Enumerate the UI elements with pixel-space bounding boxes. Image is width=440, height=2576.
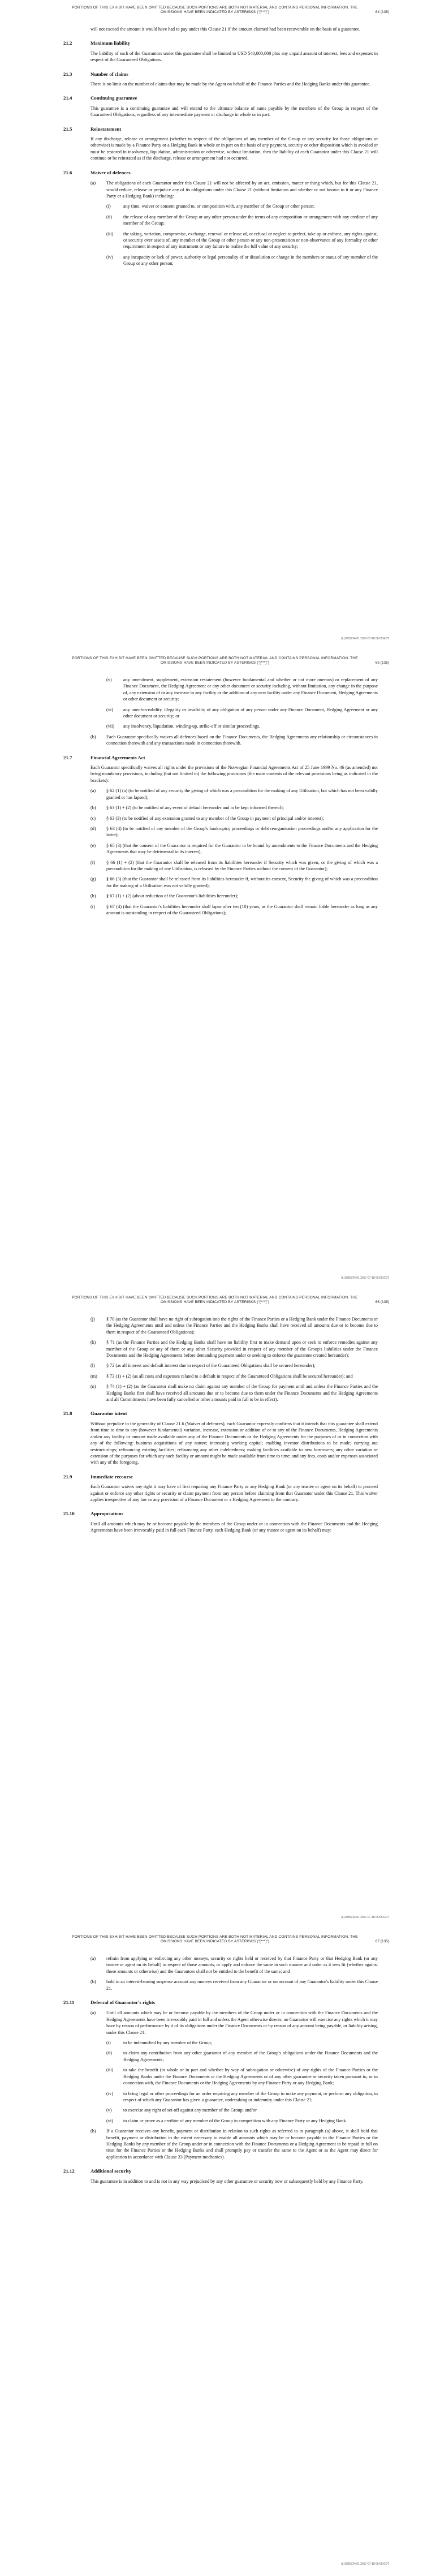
page-body: [63, 1955, 378, 2184]
paragraph: The liability of each of the Guarantors under this guarantee shall be limited to USD 540,000,000 plus any unpaid amount of interest, fees and expenses in respect of the Guaranteed Obligations.: [90, 50, 378, 63]
document-page: [0, 1290, 440, 1929]
document-page: [0, 0, 440, 651]
section-title: Continuing guarantee: [90, 95, 137, 101]
list-item: [90, 876, 378, 889]
section-heading: [63, 755, 378, 761]
item-label: (j): [90, 1317, 95, 1322]
list-item: [90, 1373, 378, 1379]
item-label: (vi): [106, 2118, 113, 2123]
section-title: Number of claims: [90, 71, 128, 77]
item-label: (v): [106, 2108, 112, 2113]
list-item: [90, 805, 378, 811]
section-number: 21.9: [63, 1473, 72, 1480]
item-label: (b): [90, 1979, 96, 1985]
paragraph: There is no limit on the number of claims that may be made by the Agent on behalf of the Finance Parties and the Hedging Banks under this guarantee.: [90, 81, 370, 87]
section-title: Financial Agreements Act: [90, 754, 145, 760]
document-page: [0, 651, 440, 1290]
item-label: (a): [90, 1956, 96, 1961]
item-text: § 63 (1) + (2) (to be notified of any event of default hereunder and to be kept informed thereof);: [106, 805, 284, 811]
confidentiality-header: PORTIONS OF THIS EXHIBIT HAVE BEEN OMITTED BECAUSE SUCH PORTIONS ARE BOTH NOT MATERIAL AND CONTAINS PERSONAL INFORMATION. THE OMISSIONS HAVE BEEN INDICATED BY ASTERISKS ("[***]"): [72, 1296, 358, 1304]
item-text: to claim any contribution from any other guarantor of any member of the Group's obligations under the Finance Documents and the Hedging Agreements;: [123, 2050, 378, 2062]
list-item: [90, 1339, 378, 1358]
sub-list-item: [106, 214, 378, 227]
item-text: § 67 (4) (that the Guarantor's liabilities hereunder shall lapse after ten (10) years, as the Guarantor shall remain liable hereunder as long as any amount is outstanding in respect of the Guaranteed Obligations);: [106, 904, 378, 915]
list-item: [90, 788, 378, 801]
item-label: (i): [106, 2040, 111, 2046]
list-item: [90, 1383, 378, 1403]
item-label: (c): [90, 815, 96, 821]
section-number: 21.6: [63, 169, 72, 175]
item-text: hold in an interest-bearing suspense account any moneys received from any Guarantor or on account of any Guarantor's liability under this Clause 21.: [106, 1979, 378, 1991]
list-item: [90, 815, 378, 822]
section-heading: [63, 1410, 378, 1417]
item-text: The obligations of each Guarantor under this Clause 21 will not be affected by an act, omission, matter or thing which, but for this Clause 21, would reduce, release or prejudice any of its obligations under this Clause 21 (without limitation and whether or not known to it or any Finance Party or a Hedging Bank) including:: [106, 180, 378, 199]
paragraph: will not exceed the amount it would have had to pay under this Clause 21 if the amount claimed had been recoverable on the basis of a guarantee.: [90, 27, 360, 32]
confidentiality-header: PORTIONS OF THIS EXHIBIT HAVE BEEN OMITTED BECAUSE SUCH PORTIONS ARE BOTH NOT MATERIAL AND CONTAINS PERSONAL INFORMATION. THE OMISSIONS HAVE BEEN INDICATED BY ASTERISKS ("[***]"): [72, 656, 358, 665]
item-text: the release of any member of the Group or any other person under the terms of any composition or arrangement with any creditor of any member of the Group;: [123, 214, 378, 226]
list-item: [90, 859, 378, 872]
sub-list-item: [106, 677, 378, 703]
list-item: [90, 842, 378, 855]
item-text: § 71 (as the Finance Parties and the Hedging Banks shall have no liability first to make demand upon or seek to enforce remedies against any member of the Group or any of them or any other Security provided in respect of any member of the Group's liabilities under the Finance Documents and the Hedging Agreements before demanding payment under or seeking to enforce the guarantee created hereunder);: [106, 1340, 378, 1358]
sub-list-item: [106, 2107, 378, 2113]
list-item: [90, 1316, 378, 1335]
sub-list-item: [106, 2040, 378, 2046]
item-label: (d): [90, 825, 96, 831]
item-label: (b): [90, 805, 96, 811]
item-text: any unenforceability, illegality or invalidity of any obligation of any person under any Finance Document, Hedging Agreement or any other document or security; or: [123, 707, 378, 719]
item-text: § 65 (3) (that the consent of the Guarantor is required for the Guarantor to be bound by amendments to the Finance Documents and the Hedging Agreements that may be detrimental to its interest);: [106, 842, 378, 855]
item-text: refrain from applying or enforcing any other moneys, security or rights held or received by that Finance Party or that Hedging Bank (or any trustee or agent on its behalf) in respect of those amounts, or apply and enforce the same in such manner and order as it sees fit (whether against those amounts or otherwise) and the Guarantors shall not be entitled to the benefit of the same; and: [106, 1956, 378, 1974]
list-item: [90, 180, 378, 199]
confidentiality-header: PORTIONS OF THIS EXHIBIT HAVE BEEN OMITTED BECAUSE SUCH PORTIONS ARE BOTH NOT MATERIAL AND CONTAINS PERSONAL INFORMATION. THE OMISSIONS HAVE BEEN INDICATED BY ASTERISKS ("[***]"): [72, 1935, 358, 1943]
page-number: 66 (135): [375, 1300, 389, 1304]
list-item: [90, 1362, 378, 1369]
item-label: (m): [90, 1373, 97, 1379]
sub-list-item: [106, 254, 378, 267]
section-title: Guarantor intent: [90, 1410, 127, 1417]
item-label: (a): [90, 2010, 96, 2016]
item-text: § 63 (3) (to be notified of any extension granted to any member of the Group in payment of principal and/or interest);: [106, 815, 324, 821]
item-text: any time, waiver or consent granted to, or composition with, any member of the Group or other person;: [123, 204, 315, 209]
sub-list-item: [106, 707, 378, 720]
item-label: (v): [106, 677, 112, 682]
list-item: [90, 1955, 378, 1975]
page-number: 67 (135): [375, 1939, 389, 1943]
item-text: any amendment, supplement, extension restatement (however fundamental and whether or not more onerous) or replacement of any Finance Document, the Hedging Agreement or any other document or security including, without limitation, any change in the purpose of, any extension of or any increase in any facility or the addition of any new facility under any Finance Document, Hedging Agreements or other document or security;: [123, 677, 378, 702]
paragraph: Until all amounts which may be or become payable by the members of the Group under or in connection with the Finance Documents and the Hedging Agreements have been irrevocably paid in full each Finance Party, each Hedging Bank (or any trustee or agent on its behalf) may:: [90, 1521, 378, 1533]
item-label: (a): [90, 180, 96, 186]
list-item: [90, 1979, 378, 1992]
item-label: (h): [90, 893, 96, 899]
sub-list-item: [106, 231, 378, 250]
item-label: (l): [90, 1363, 95, 1369]
item-text: to bring legal or other proceedings for an order requiring any member of the Group to make any payment, or perform any obligation, in respect of which any Guarantor has given a guarantee, undertaking or indemnity under this Clause 21;: [123, 2091, 378, 2102]
item-text: to take the benefit (in whole or in part and whether by way of subrogation or otherwise) of any rights of the Finance Parties or the Hedging Banks under the Finance Documents or the Hedging Agreements or of any other guarantee or security taken pursuant to, or in connection with, the Finance Documents or the Hedging Agreements by any Finance Party or any Hedging Bank;: [123, 2067, 378, 2086]
item-text: Until all amounts which may be or become payable by the members of the Group under or in connection with the Finance Documents and the Hedging Agreements have been irrevocably paid in full and unless the Agent otherwise directs, no Guarantor will exercise any rights which it may have by reason of performance by it of its obligations under the Finance Documents or by reason of any amount being payable, or liability arising, under this Clause 21:: [106, 2010, 378, 2035]
item-text: § 70 (as the Guarantor shall have no right of subrogation into the rights of the Finance Parties or a Hedging Bank under the Finance Documents or the Hedging Agreements until and unless the Finance Parties and the Hedging Banks shall have received all amounts due or to become due to them in respect of the Guaranteed Obligations);: [106, 1317, 378, 1335]
sub-list-item: [106, 2118, 378, 2124]
item-label: (e): [90, 842, 96, 848]
section-title: Appropriations: [90, 1511, 124, 1517]
section-number: 21.7: [63, 754, 72, 760]
item-label: (b): [90, 734, 96, 739]
item-label: (g): [90, 876, 96, 882]
list-item: [90, 2128, 378, 2160]
item-text: to be indemnified by any member of the Group;: [123, 2040, 212, 2046]
item-text: to exercise any right of set-off against any member of the Group; and/or: [123, 2108, 257, 2113]
section-number: 21.10: [63, 1511, 75, 1517]
section-title: Waiver of defences: [90, 169, 131, 175]
paragraph: This guarantee is a continuing guarantee and will extend to the ultimate balance of sums payable by the members of the Group in respect of the Guaranteed Obligations, regardless of any intermediate payment or discharge in whole or in part.: [90, 105, 378, 118]
document-page: [0, 1929, 440, 2576]
section-number: 21.5: [63, 126, 72, 132]
item-text: any insolvency, liquidation, winding-up, strike-off or similar proceedings.: [123, 724, 260, 729]
item-label: (iii): [106, 2067, 114, 2073]
item-text: § 74 (1) + (2) (as the Guarantor shall make no claim against any member of the Group for payment until and unless the Finance Parties and the Hedging Banks first shall have received all amounts due or to become due to them under the Finance Documents and the Hedging Agreements and all Commitments have been fully cancelled or other amounts paid in full to be in effect).: [106, 1384, 378, 1403]
section-heading: [63, 1474, 378, 1480]
sub-list-item: [106, 2050, 378, 2063]
item-label: (iv): [106, 2091, 113, 2096]
section-heading: [63, 1999, 378, 2006]
item-text: § 66 (1) + (2) (that the Guarantor shall be released from its liabilities hereunder if Security which was given, or the giving of which was a precondition for the making of any Utilisation, is released by the Finance Parties without the consent of the Guarantor);: [106, 859, 378, 871]
item-label: (ii): [106, 214, 113, 220]
list-item: [90, 825, 378, 838]
section-heading: [63, 2168, 378, 2174]
section-heading: [63, 126, 378, 132]
item-label: (b): [90, 2128, 96, 2134]
item-label: (a): [90, 788, 96, 794]
item-label: (i): [90, 904, 95, 909]
section-number: 21.4: [63, 95, 72, 101]
document-reference: (L)1055734.01 2017-07-18 06:05 EDT: [341, 1916, 389, 1919]
section-title: Deferral of Guarantor's rights: [90, 1999, 156, 2006]
item-text: any incapacity or lack of power, authority or legal personality of or dissolution or change in the members or status of any member of the Group or any other person;: [123, 254, 378, 266]
page-number: 64 (135): [375, 10, 389, 14]
section-number: 21.11: [63, 1999, 75, 2006]
list-item: [90, 893, 378, 899]
section-number: 21.2: [63, 40, 72, 46]
confidentiality-header: PORTIONS OF THIS EXHIBIT HAVE BEEN OMITTED BECAUSE SUCH PORTIONS ARE BOTH NOT MATERIAL AND CONTAINS PERSONAL INFORMATION. THE OMISSIONS HAVE BEEN INDICATED BY ASTERISKS ("[***]"): [72, 6, 358, 14]
paragraph: Each Guarantor specifically waives all rights under the provisions of the Norwegian Financial Agreements Act of 25 June 1999 No. 46 (as amended) not being mandatory provisions, including (but not limited to) the following provisions (the main contents of the relevant provisions being as indicated in the brackets):: [90, 765, 378, 783]
section-title: Reinstatement: [90, 126, 122, 132]
item-label: (iii): [106, 231, 114, 236]
item-text: § 73 (1) + (2) (as all costs and expenses related to a default in respect of the Guaranteed Obligations shall be secured hereunder); and: [106, 1373, 353, 1379]
section-heading: [63, 95, 378, 101]
section-heading: [63, 40, 378, 46]
item-text: If a Guarantor receives any benefit, payment or distribution in relation to such rights as referred to in paragraph (a) above, it shall hold that benefit, payment or distribution to the extent necessary to enable all amounts which may be or become payable to the Finance Parties or the Hedging Banks by any member of the Group under or in connection with the Finance Documents or a Hedging Agreement to be repaid in full on trust for the Finance Parties or the Hedging Banks and shall promptly pay or transfer the same to the Agent or as the Agent may direct for application in accordance with Clause 33 (Payment mechanics).: [106, 2128, 378, 2160]
document-reference: (L)1055734.01 2017-07-18 06:05 EDT: [341, 637, 389, 640]
item-text: § 63 (4) (to be notified of any member of the Group's bankruptcy proceedings or debt reorganisation proceedings and/or any application for the latter);: [106, 825, 378, 838]
sub-list-item: [106, 723, 378, 729]
paragraph: Without prejudice to the generality of Clause 21.6 (Waiver of defences), each Guarantor expressly confirms that it intends that this guarantee shall extend from time to time to any (however fundamental) variation, increase, extension or addition of or to any of the Finance Documents, Hedging Agreements and/or any facility or amount made available under any of the Finance Documents or the Hedging Agreements for the purposes of or in connection with any of the following: business acquisitions of any nature; increasing working capital; enabling investor distributions to be made; carrying out restructurings; refinancing existing facilities; refinancing any other indebtedness; making facilities available to new borrowers; any other variation or extension of the purposes for which any such facility or amount might be made available from time to time; and any fees, costs and/or expenses associated with any of the foregoing.: [90, 1421, 378, 1465]
section-number: 21.3: [63, 71, 72, 77]
section-title: Immediate recourse: [90, 1473, 133, 1480]
sub-list-item: [106, 2091, 378, 2104]
item-text: § 66 (3) (that the Guarantor shall be released from its liabilities hereunder if, without its consent, Security the giving of which was a precondition for the making of a Utilisation was not validly granted);: [106, 876, 378, 888]
list-item: [90, 734, 378, 747]
item-text: Each Guarantor specifically waives all defences based on the Finance Documents, the Hedging Agreements any relationship or circumstances in connection therewith and any transactions made in connection therewith.: [106, 734, 378, 746]
section-heading: [63, 170, 378, 176]
section-title: Additional security: [90, 2168, 132, 2174]
list-item: [90, 904, 378, 917]
item-label: (n): [90, 1384, 96, 1390]
item-label: (vi): [106, 707, 113, 712]
item-label: (k): [90, 1340, 96, 1345]
item-text: the taking, variation, compromise, exchange, renewal or release of, or refusal or neglect to perfect, take up or enforce, any rights against, or security over assets of, any member of the Group or other person or any non-presentation or non-observance of any formality or other requirement in respect of any instrument or any failure to realise the full value of any security;: [123, 231, 378, 250]
item-text: § 72 (as all interest and default interest due in respect of the Guaranteed Obligations shall be secured hereunder);: [106, 1363, 316, 1369]
item-label: (i): [106, 204, 111, 209]
item-label: (iv): [106, 254, 113, 260]
sub-list-item: [106, 203, 378, 209]
page-body: [63, 677, 378, 916]
item-label: (f): [90, 859, 96, 865]
section-number: 21.8: [63, 1410, 72, 1417]
section-heading: [63, 71, 378, 78]
document-reference: (L)1055734.01 2017-07-18 06:05 EDT: [341, 2562, 389, 2566]
item-label: (vii): [106, 724, 115, 729]
item-text: § 62 (1) (a) (to be notified of any security the giving of which was a precondition for the making of any Utilisation, but which has not been validly granted or has lapsed);: [106, 788, 378, 800]
page-number: 65 (135): [375, 661, 389, 665]
page-body: [63, 1316, 378, 1534]
paragraph: Each Guarantor waives any right it may have of first requiring any Finance Party or any Hedging Bank (or any trustee or agent on its behalf) to proceed against or enforce any other rights or security or claim payment from any person before claiming from that Guarantor under this Clause 21. This waiver applies irrespective of any law or any provision of a Finance Document or a Hedging Agreement to the contrary.: [90, 1484, 378, 1502]
section-number: 21.12: [63, 2168, 75, 2174]
item-text: § 67 (1) + (2) (about reduction of the Guarantor's liabilities hereunder);: [106, 893, 239, 899]
sub-list-item: [106, 2067, 378, 2086]
document-reference: (L)1055734.01 2017-07-18 06:05 EDT: [341, 1276, 389, 1280]
section-title: Maximum liability: [90, 40, 131, 46]
item-text: to claim or prove as a creditor of any member of the Group in competition with any Finance Party or any Hedging Bank.: [123, 2118, 347, 2123]
item-label: (ii): [106, 2050, 113, 2056]
paragraph: If any discharge, release or arrangement (whether in respect of the obligations of any member of the Group or any security for those obligations or otherwise) is made by a Finance Party or a Hedging Bank in whole or in part on the basis of any payment, security or other disposition which is avoided or must be restored in insolvency, liquidation, administration or otherwise, without limitation, then the liability of each Guarantor under this Clause 21 will continue or be reinstated as if the discharge, release or arrangement had not occurred.: [90, 136, 378, 161]
section-heading: [63, 1511, 378, 1517]
list-item: [90, 2010, 378, 2036]
page-body: [63, 26, 378, 267]
paragraph: This guarantee is in addition to and is not in any way prejudiced by any other guarantee or security now or subsequently held by any Finance Party.: [90, 2178, 364, 2184]
